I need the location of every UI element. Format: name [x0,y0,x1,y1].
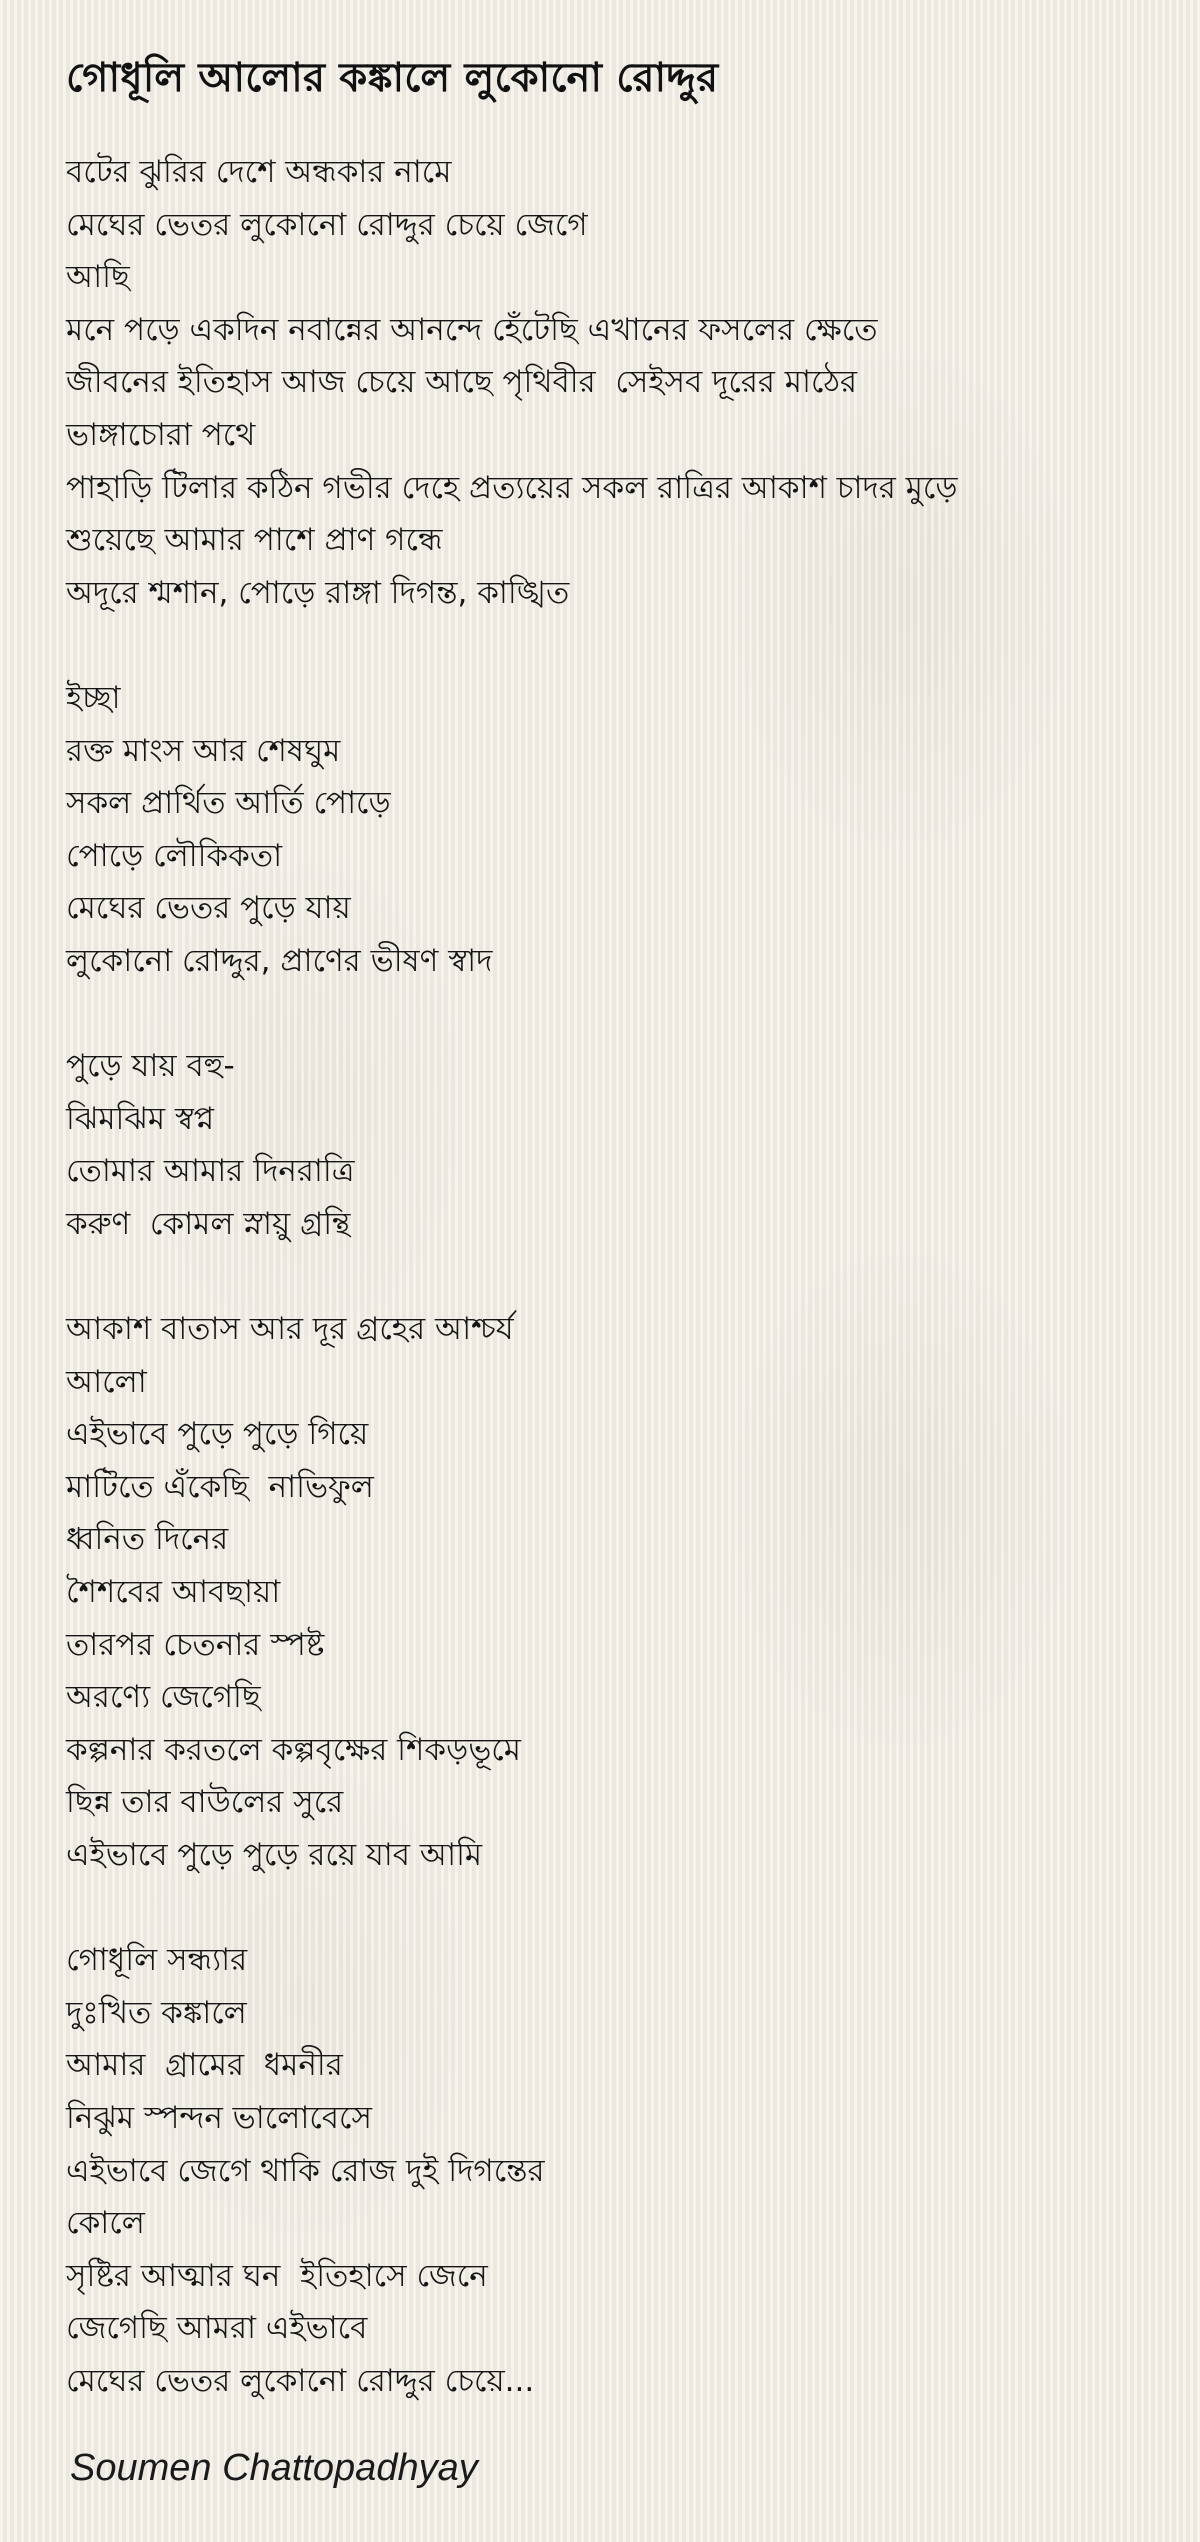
poem-line: ঝিমঝিম স্বপ্ন [66,1100,215,1137]
poem-line: পাহাড়ি টিলার কঠিন গভীর দেহে প্রত্যয়ের সকল রাত্রির আকাশ চাদর মুড়ে [66,469,958,506]
poem-line: লুকোনো রোদ্দুর, প্রাণের ভীষণ স্বাদ [66,942,493,979]
poem-line: এইভাবে পুড়ে পুড়ে গিয়ে [66,1416,369,1453]
poem-line: পুড়ে যায় বহু- [66,1048,235,1085]
poem-line: তোমার আমার দিনরাত্রি [66,1153,355,1190]
poem-line: ভাঙ্গাচোরা পথে [66,416,256,453]
poem-line: জীবনের ইতিহাস আজ চেয়ে আছে পৃথিবীর সেইসব দূরের মাঠের [66,364,858,401]
poem-line: দুঃখিত কঙ্কালে [66,1994,247,2031]
poem-line: সৃষ্টির আত্মার ঘন ইতিহাসে জেনে [66,2257,488,2294]
poem-title: গোধূলি আলোর কঙ্কালে লুকোনো রোদ্দুর [66,55,719,101]
poem-line: নিঝুম স্পন্দন ভালোবেসে [66,2099,372,2136]
poem-line: ছিন্ন তার বাউলের সুরে [66,1784,344,1821]
poem-line: মেঘের ভেতর লুকোনো রোদ্দুর চেয়ে জেগে [66,206,588,243]
poem-line: পোড়ে লৌকিকতা [66,837,283,874]
poem-body [66,146,1166,2408]
poem-line: এইভাবে জেগে থাকি রোজ দুই দিগন্তের [66,2152,545,2189]
poem-line: অরণ্যে জেগেছি [66,1679,261,1716]
poem-line: জেগেছি আমরা এইভাবে [66,2310,368,2347]
poem-line: তারপর চেতনার স্পষ্ট [66,1626,325,1663]
poem-line: মেঘের ভেতর পুড়ে যায় [66,890,351,927]
poem-line: রক্ত মাংস আর শেষঘুম [66,732,341,769]
poem-author: Soumen Chattopadhyay [70,2447,478,2489]
poem-line: করুণ কোমল স্নায়ু গ্রন্থি [66,1205,351,1242]
poem-line: বটের ঝুরির দেশে অন্ধকার নামে [66,154,452,190]
poem-line: মাটিতে এঁকেছি নাভিফুল [66,1468,374,1505]
poem-line: আকাশ বাতাস আর দূর গ্রহের আশ্চর্য [66,1311,514,1348]
poem-line: আলো [66,1363,147,1400]
poem-line: ইচ্ছা [66,679,121,716]
stanza-break [66,1250,1166,1303]
poem-line: আমার গ্রামের ধমনীর [66,2047,343,2084]
poem-line: শুয়েছে আমার পাশে প্রাণ গন্ধে [66,522,443,559]
stanza-break [66,1882,1166,1935]
poem-line: এইভাবে পুড়ে পুড়ে রয়ে যাব আমি [66,1837,483,1873]
poem-line: সকল প্রার্থিত আর্তি পোড়ে [66,785,391,822]
poem-line: মেঘের ভেতর লুকোনো রোদ্দুর চেয়ে... [66,2362,535,2399]
poem-line: আছি [66,259,130,296]
poem-line: মনে পড়ে একদিন নবান্নের আনন্দে হেঁটেছি এখানের ফসলের ক্ষেতে [66,311,878,348]
poem-line: কল্পনার করতলে কল্পবৃক্ষের শিকড়ভূমে [66,1731,521,1768]
poem-line: ধ্বনিত দিনের [66,1521,229,1558]
poem-line: অদূরে শ্মশান, পোড়ে রাঙ্গা দিগন্ত, কাঙ্খিত [66,574,570,611]
stanza-break [66,988,1166,1041]
poem-line: শৈশবের আবছায়া [66,1574,281,1611]
poem-line: কোলে [66,2205,145,2242]
stanza-break [66,619,1166,672]
poem-line: গোধূলি সন্ধ্যার [66,1942,248,1979]
